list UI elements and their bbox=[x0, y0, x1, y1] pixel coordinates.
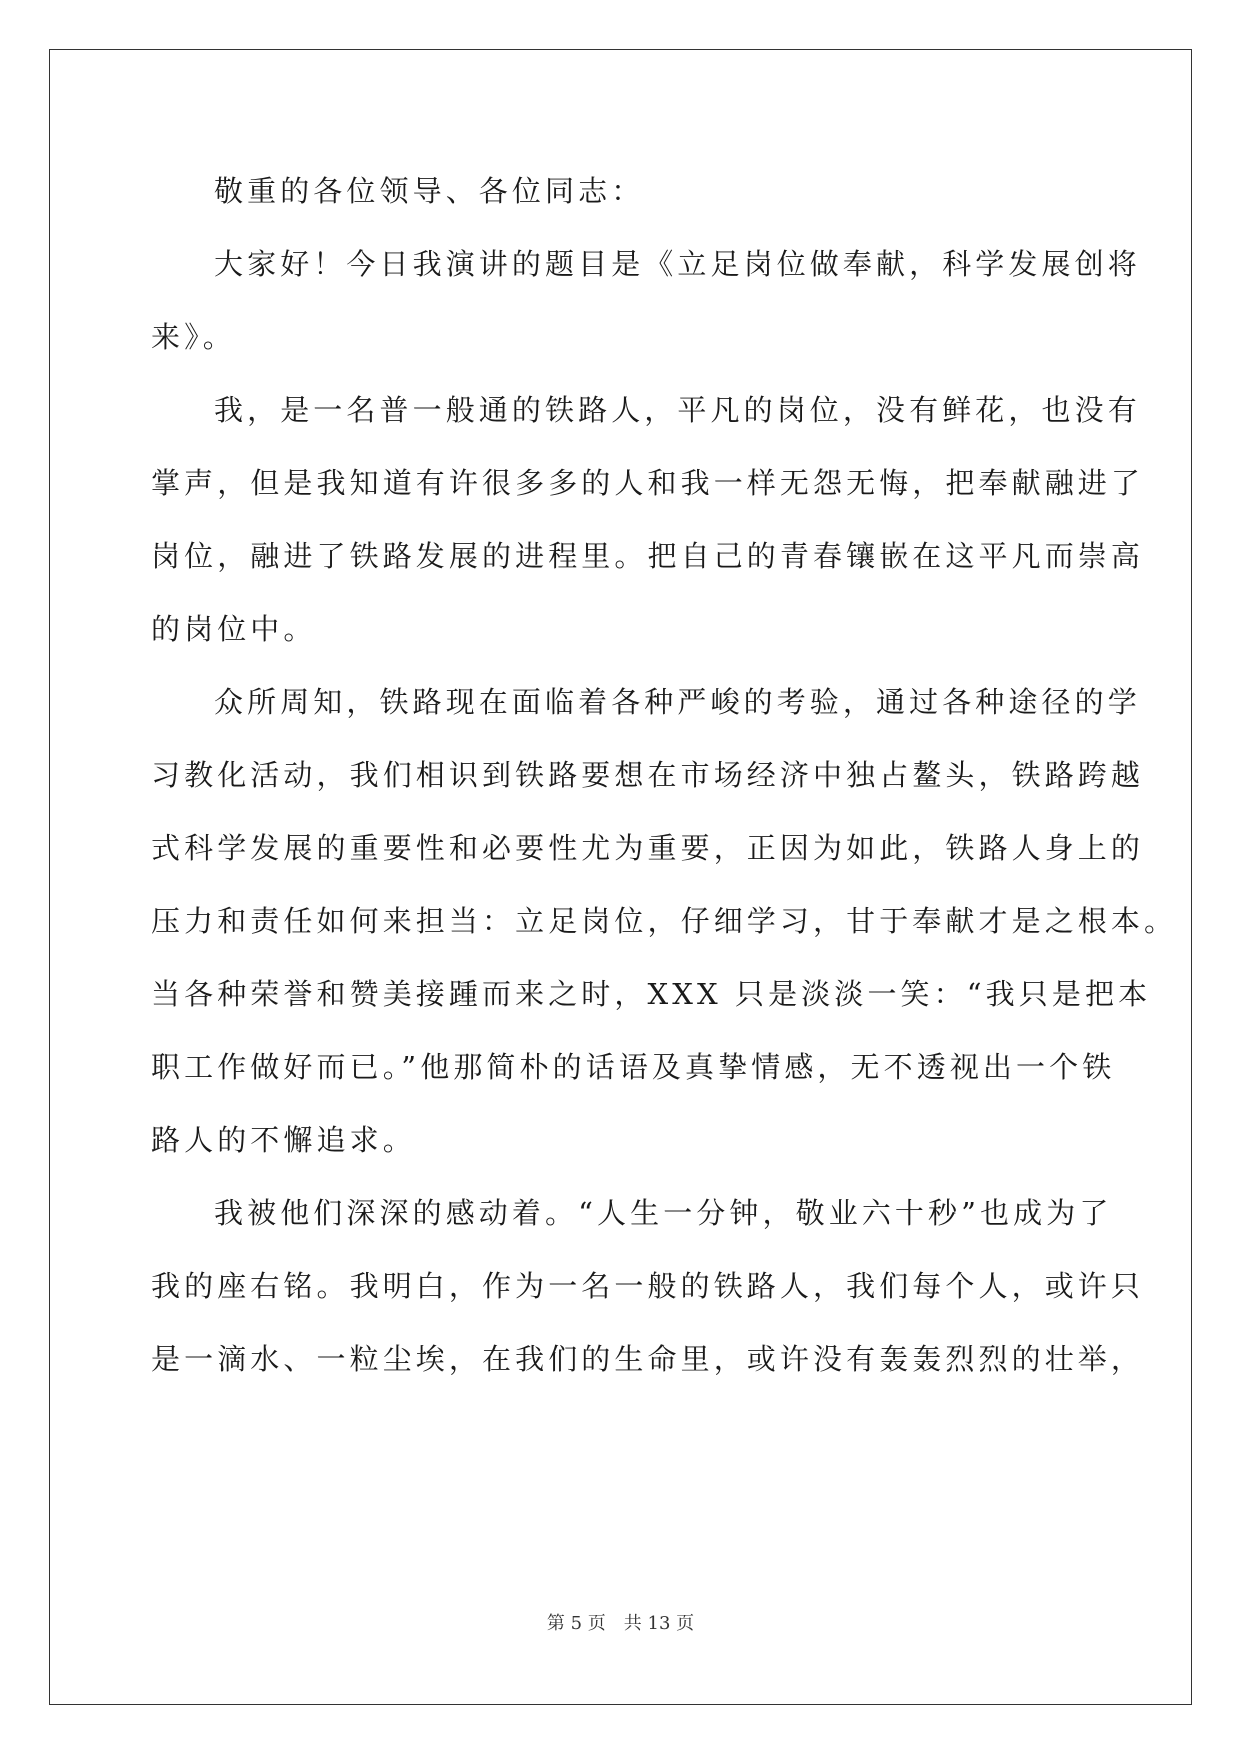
paragraph-line: 我，是一名普一般通的铁路人，平凡的岗位，没有鲜花，也没有 bbox=[214, 393, 1141, 427]
paragraph-line: 当各种荣誉和赞美接踵而来之时，XXX 只是淡淡一笑：“我只是把本 bbox=[151, 977, 1152, 1011]
page-total: 共 13 页 bbox=[623, 1613, 695, 1634]
paragraph-line: 压力和责任如何来担当：立足岗位，仔细学习，甘于奉献才是之根本。 bbox=[151, 904, 1178, 938]
paragraph-line: 习教化活动，我们相识到铁路要想在市场经济中独占鳌头，铁路跨越 bbox=[151, 758, 1145, 792]
paragraph-line: 我的座右铭。我明白，作为一名一般的铁路人，我们每个人，或许只 bbox=[151, 1269, 1145, 1303]
document-body bbox=[151, 155, 1178, 1396]
paragraph-line: 来》。 bbox=[151, 320, 236, 354]
paragraph-line: 的岗位中。 bbox=[151, 612, 317, 646]
paragraph-line: 掌声，但是我知道有许很多多的人和我一样无怨无悔，把奉献融进了 bbox=[151, 466, 1145, 500]
paragraph-line: 是一滴水、一粒尘埃，在我们的生命里，或许没有轰轰烈烈的壮举， bbox=[151, 1342, 1145, 1376]
page-footer bbox=[0, 1609, 1241, 1635]
paragraph-line: 式科学发展的重要性和必要性尤为重要，正因为如此，铁路人身上的 bbox=[151, 831, 1145, 865]
paragraph-line: 职工作做好而已。”他那简朴的话语及真挚情感，无不透视出一个铁 bbox=[151, 1050, 1116, 1084]
page-number: 第 5 页 bbox=[546, 1613, 606, 1634]
paragraph-line: 我被他们深深的感动着。“人生一分钟，敬业六十秒”也成为了 bbox=[214, 1196, 1113, 1230]
paragraph-line: 大家好！今日我演讲的题目是《立足岗位做奉献，科学发展创将 bbox=[214, 247, 1141, 281]
paragraph-line: 岗位，融进了铁路发展的进程里。把自己的青春镶嵌在这平凡而崇高 bbox=[151, 539, 1145, 573]
paragraph-line: 众所周知，铁路现在面临着各种严峻的考验，通过各种途径的学 bbox=[214, 685, 1141, 719]
paragraph-line: 敬重的各位领导、各位同志： bbox=[214, 174, 645, 208]
paragraph-line: 路人的不懈追求。 bbox=[151, 1123, 416, 1157]
